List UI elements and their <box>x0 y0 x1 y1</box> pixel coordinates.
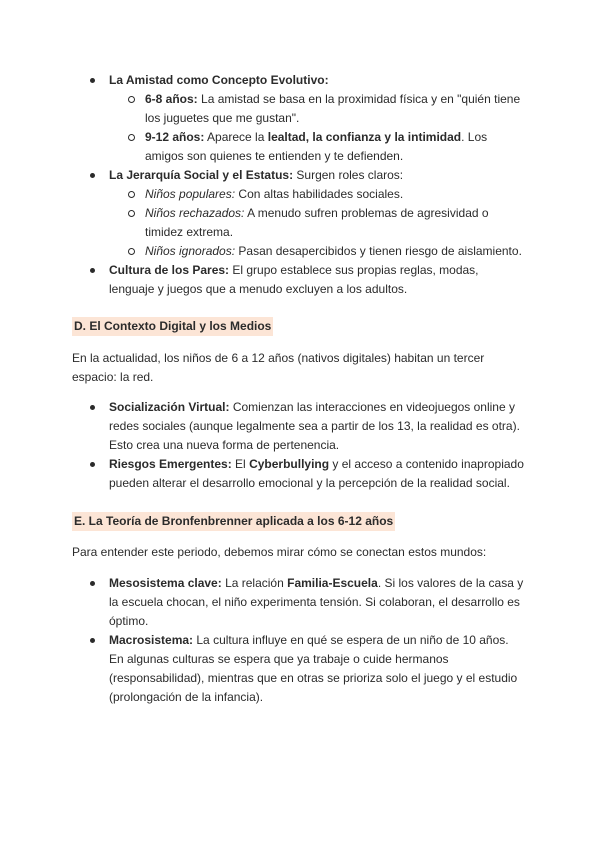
item-text: y el acceso a contenido inapropiado pueden alterar el desarrollo emocional y la percepción de la realidad social. <box>109 457 524 490</box>
item-text: La amistad se basa en la proximidad física y en "quién tiene los juguetes que me gustan". <box>145 92 521 125</box>
section-d-intro: En la actualidad, los niños de 6 a 12 años (nativos digitales) habitan un tercer espacio: la red. <box>72 351 485 384</box>
item-label: Mesosistema clave: <box>109 576 222 590</box>
item-text: Pasan desapercibidos y tienen riesgo de aislamiento. <box>235 244 522 258</box>
sublist-item-ignorados <box>0 242 600 261</box>
item-label: Riesgos Emergentes: <box>109 457 232 471</box>
list-item-riesgos <box>0 455 600 493</box>
item-text: El <box>231 457 250 471</box>
list-item-jerarquia <box>0 166 600 185</box>
item-label: 9-12 años: <box>145 130 205 144</box>
item-label: Niños rechazados: <box>145 206 245 220</box>
item-text: La relación <box>221 576 288 590</box>
item-label: Macrosistema: <box>109 633 194 647</box>
item-text: . Los amigos son quienes te entienden y te defienden. <box>145 130 488 163</box>
item-emphasis: Cyberbullying <box>249 457 330 471</box>
item-label: Cultura de los Pares: <box>109 263 230 277</box>
section-d-heading: D. El Contexto Digital y los Medios <box>72 317 273 336</box>
item-text: Surgen roles claros: <box>293 168 404 182</box>
item-text: Aparece la <box>204 130 268 144</box>
item-label: Niños ignorados: <box>145 244 236 258</box>
sublist-item-6-8 <box>0 90 600 128</box>
section-c-list <box>0 71 600 299</box>
item-label: La Amistad como Concepto Evolutivo: <box>109 73 329 87</box>
section-e-intro: Para entender este periodo, debemos mirar cómo se conectan estos mundos: <box>72 545 487 559</box>
section-d-list <box>0 398 600 493</box>
sublist-item-9-12 <box>0 128 600 166</box>
item-label: Niños populares: <box>145 187 236 201</box>
item-text: . Si los valores de la casa y la escuela chocan, el niño experimenta tensión. Si colaboran, el desarrollo es óptimo. <box>109 576 524 628</box>
item-text: La cultura influye en qué se espera de un niño de 10 años. En algunas culturas se espera que ya trabaje o cuide hermanos (responsabilidad), mientras que en otras se prioriza solo el juego y el estudio (prolongación de la infancia). <box>109 633 518 704</box>
item-emphasis: lealtad, la confianza y la intimidad <box>267 130 462 144</box>
list-item-amistad <box>0 71 600 90</box>
list-item-pares <box>0 261 600 299</box>
item-text: Con altas habilidades sociales. <box>235 187 404 201</box>
item-label: La Jerarquía Social y el Estatus: <box>109 168 294 182</box>
item-label: Socialización Virtual: <box>109 400 230 414</box>
list-item-macrosistema <box>0 631 600 707</box>
sublist-item-rechazados <box>0 204 600 242</box>
item-label: 6-8 años: <box>145 92 198 106</box>
sublist-item-populares <box>0 185 600 204</box>
section-e-list <box>0 574 600 707</box>
item-text: Comienzan las interacciones en videojuegos online y redes sociales (aunque legalmente sea a partir de los 13, la realidad es otra). Esto crea una nueva forma de pertenencia. <box>109 400 520 452</box>
section-e-heading: E. La Teoría de Bronfenbrenner aplicada a los 6-12 años <box>72 512 395 531</box>
item-text: A menudo sufren problemas de agresividad o timidez extrema. <box>145 206 489 239</box>
item-text: El grupo establece sus propias reglas, modas, lenguaje y juegos que a menudo excluyen a los adultos. <box>109 263 479 296</box>
item-emphasis: Familia-Escuela <box>287 576 378 590</box>
list-item-socializacion <box>0 398 600 455</box>
list-item-mesosistema <box>0 574 600 631</box>
